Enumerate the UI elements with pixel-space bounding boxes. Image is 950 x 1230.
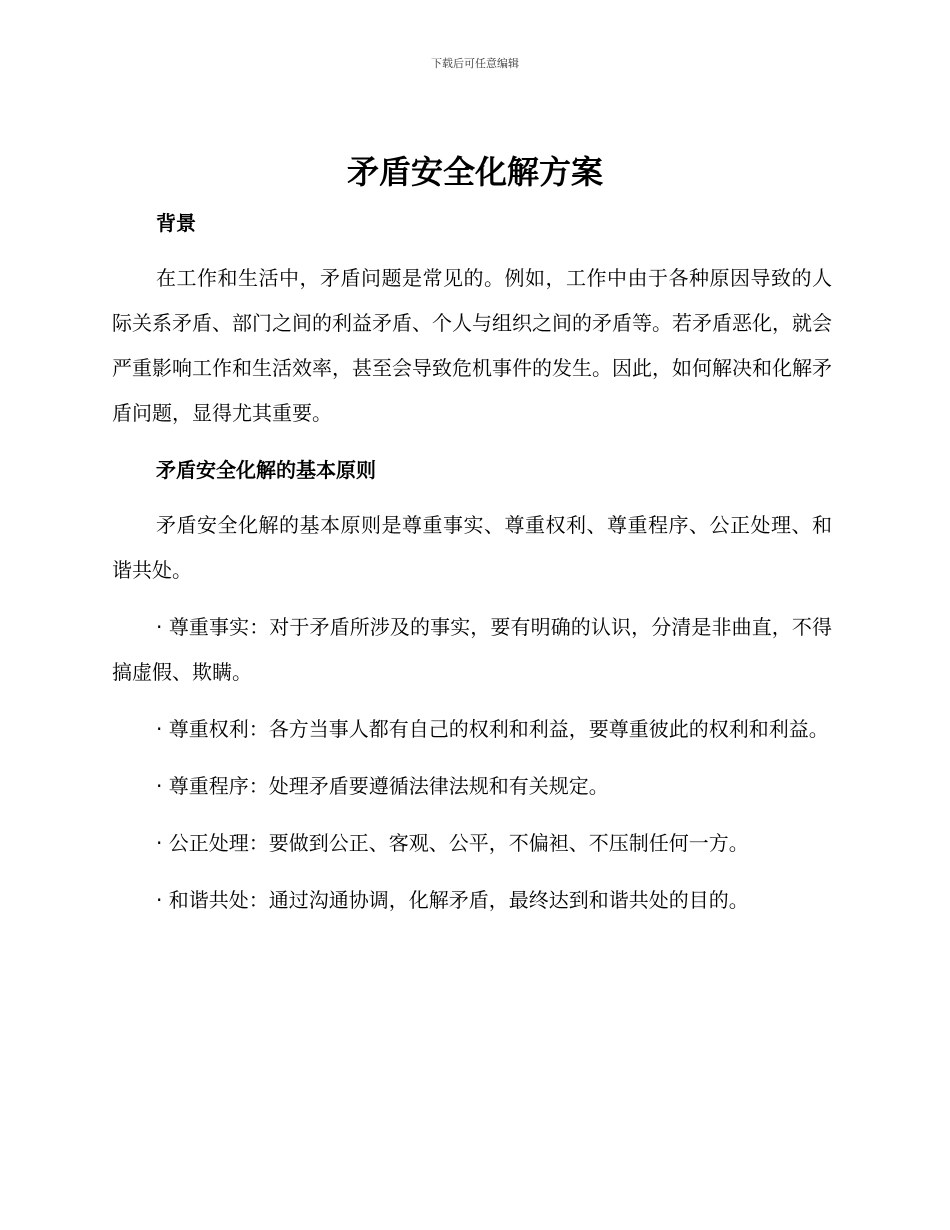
section-heading-background: 背景 (156, 211, 196, 235)
section-heading-principles: 矛盾安全化解的基本原则 (156, 458, 376, 482)
header-note: 下载后可任意编辑 (431, 57, 519, 70)
document-body (112, 201, 832, 923)
principle-item-facts: · 尊重事实：对于矛盾所涉及的事实，要有明确的认识，分清是非曲直，不得搞虚假、欺瞒。 (112, 615, 832, 684)
principles-intro-paragraph: 矛盾安全化解的基本原则是尊重事实、尊重权利、尊重程序、公正处理、和谐共处。 (112, 513, 832, 582)
principle-item-fairness: · 公正处理：要做到公正、客观、公平，不偏袒、不压制任何一方。 (156, 831, 749, 855)
principle-item-harmony: · 和谐共处：通过沟通协调，化解矛盾，最终达到和谐共处的目的。 (156, 888, 749, 912)
principle-item-procedure: · 尊重程序：处理矛盾要遵循法律法规和有关规定。 (156, 774, 609, 798)
principle-item-rights: · 尊重权利：各方当事人都有自己的权利和利益，要尊重彼此的权利和利益。 (156, 717, 829, 741)
document-title: 矛盾安全化解方案 (346, 153, 603, 191)
background-paragraph: 在工作和生活中，矛盾问题是常见的。例如，工作中由于各种原因导致的人际关系矛盾、部门之间的利益矛盾、个人与组织之间的矛盾等。若矛盾恶化，就会严重影响工作和生活效率，甚至会导致危机事件的发生。因此，如何解决和化解矛盾问题，显得尤其重要。 (112, 266, 832, 425)
